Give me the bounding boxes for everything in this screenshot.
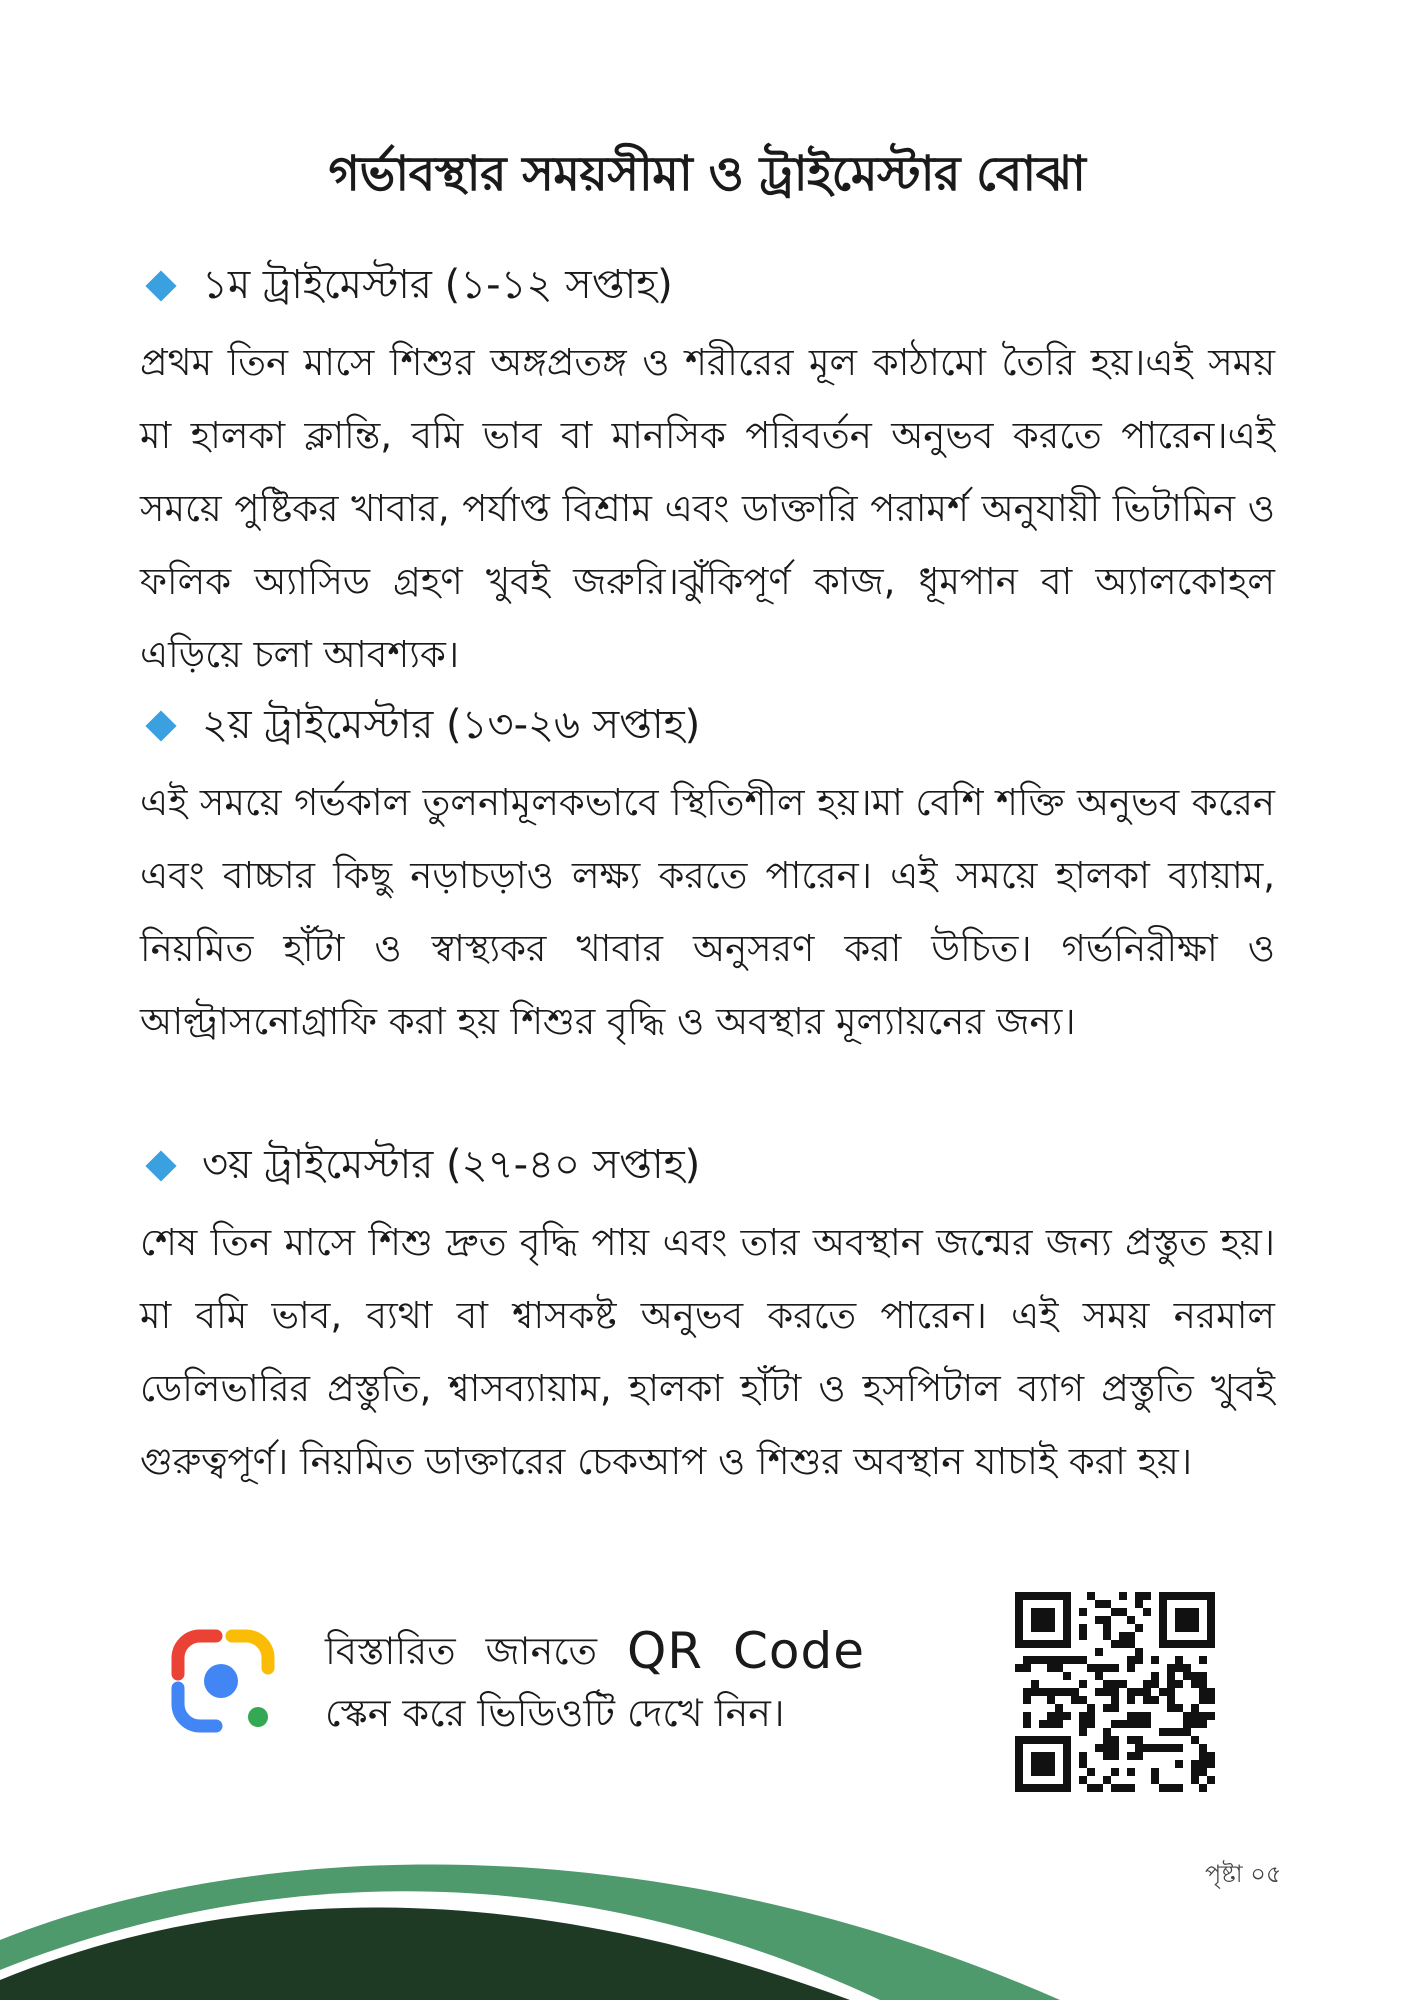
page-title: গর্ভাবস্থার সময়সীমা ও ট্রাইমেস্টার বোঝা xyxy=(328,146,1086,202)
qr-text-line-2: স্কেন করে ভিডিওটি দেখে নিন। xyxy=(325,1691,785,1735)
section-body-trimester-2: এই সময়ে গর্ভকাল তুলনামূলকভাবে স্থিতিশীল হয়।মা বেশি শক্তি অনুভব করেন এবং বাচ্চার কিছু নড়াচড়াও লক্ষ্য করতে পারেন। এই সময়ে হালকা ব্যায়াম, নিয়মিত হাঁটা ও স্বাস্থ্যকর খাবার অনুসরণ করা উচিত। গর্ভনিরীক্ষা ও আল্ট্রাসনোগ্রাফি করা হয় শিশুর বৃদ্ধি ও অবস্থার মূল্যায়নের জন্য। xyxy=(140,781,1275,1043)
qr-text-word: বিস্তারিত xyxy=(325,1629,456,1673)
diamond-bullet-icon xyxy=(145,710,176,741)
qr-instruction xyxy=(325,1620,865,1744)
qr-text-word: জানতে xyxy=(485,1629,598,1673)
section-heading-text: ৩য় ট্রাইমেস্টার (২৭-৪০ সপ্তাহ) xyxy=(202,1141,701,1188)
footer-swoosh-decoration xyxy=(0,1800,1414,2000)
diamond-bullet-icon xyxy=(145,1150,176,1181)
section-body-trimester-3: শেষ তিন মাসে শিশু দ্রুত বৃদ্ধি পায় এবং তার অবস্থান জন্মের জন্য প্রস্তুত হয়। মা বমি ভাব, ব্যথা বা শ্বাসকষ্ট অনুভব করতে পারেন। এই সময় নরমাল ডেলিভারির প্রস্তুতি, শ্বাসব্যায়াম, হালকা হাঁটা ও হসপিটাল ব্যাগ প্রস্তুতি খুবই গুরুত্বপূর্ণ। নিয়মিত ডাক্তারের চেকআপ ও শিশুর অবস্থান যাচাই করা হয়। xyxy=(140,1221,1275,1483)
section-body-trimester-1: প্রথম তিন মাসে শিশুর অঙ্গপ্রতঙ্গ ও শরীরের মূল কাঠামো তৈরি হয়।এই সময় মা হালকা ক্লান্তি, বমি ভাব বা মানসিক পরিবর্তন অনুভব করতে পারেন।এই সময়ে পুষ্টিকর খাবার, পর্যাপ্ত বিশ্রাম এবং ডাক্তারি পরামর্শ অনুযায়ী ভিটামিন ও ফলিক অ্যাসিড গ্রহণ খুবই জরুরি।ঝুঁকিপূর্ণ কাজ, ধূমপান বা অ্যালকোহল এড়িয়ে চলা আবশ্যক। xyxy=(140,341,1275,676)
section-heading-text: ২য় ট্রাইমেস্টার (১৩-২৬ সপ্তাহ) xyxy=(202,701,701,748)
section-heading-text: ১ম ট্রাইমেস্টার (১-১২ সপ্তাহ) xyxy=(202,261,673,308)
google-lens-icon xyxy=(170,1628,276,1734)
diamond-bullet-icon xyxy=(145,270,176,301)
qr-text-word: Code xyxy=(732,1622,865,1680)
qr-code[interactable] xyxy=(1015,1592,1215,1792)
section-heading-trimester-1 xyxy=(150,256,673,316)
qr-text-word: QR xyxy=(626,1622,704,1680)
section-heading-trimester-2 xyxy=(150,696,700,756)
page-number: পৃষ্টা ০৫ xyxy=(1205,1860,1282,1888)
section-heading-trimester-3 xyxy=(150,1136,700,1196)
